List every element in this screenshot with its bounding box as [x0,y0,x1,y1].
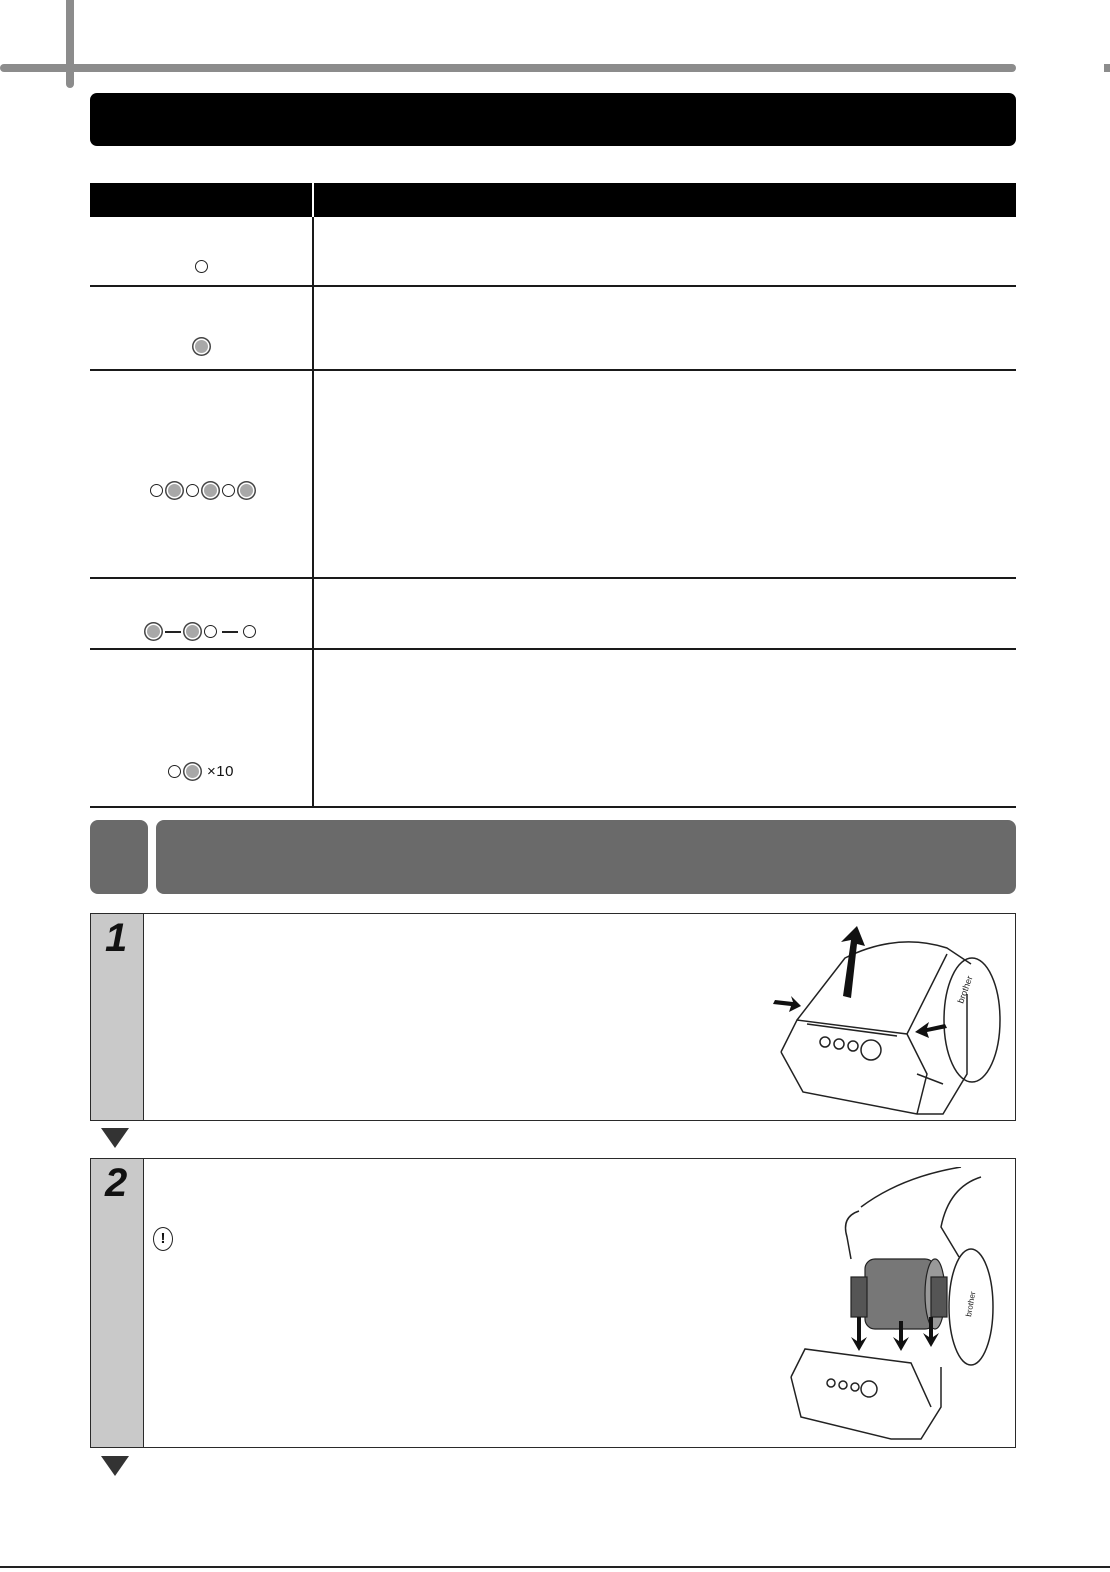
section-number-box [90,820,148,894]
status-cell [314,579,1016,648]
section-heading-bar [156,820,1016,894]
led-on-icon [186,625,199,638]
margin-rule [66,0,74,88]
top-rule [0,64,1016,72]
header-cell-indicator [90,183,314,217]
caution-icon: ! [153,1227,173,1251]
step-number: 1 [105,916,128,960]
indicator-cell [90,287,314,369]
led-off-icon [204,625,217,638]
led-on-icon [147,625,160,638]
brand-logo: brother [955,974,975,1005]
dash-icon [222,631,238,633]
bottom-rule [0,1566,1110,1568]
dash-icon [165,631,181,633]
status-cell [314,371,1016,577]
step-number-column [91,914,144,1120]
led-off-icon [168,765,181,778]
next-step-arrow-icon [101,1456,129,1476]
brand-logo: brother [964,1290,978,1318]
indicator-cell [90,579,314,648]
led-off-icon [222,484,235,497]
led-off-icon [243,625,256,638]
step-2-box [90,1158,1016,1448]
led-off-icon [150,484,163,497]
indicator-cell [90,650,314,806]
table-row [90,371,1016,579]
indicator-cell [90,371,314,577]
table-row [90,287,1016,371]
status-cell [314,287,1016,369]
status-cell [314,650,1016,806]
table-header [90,183,1016,217]
header-cell-status [314,183,1016,217]
printer-open-cover-illustration [767,924,1007,1116]
next-step-arrow-icon [101,1128,129,1148]
step-number-column [91,1159,144,1447]
section-title-banner [90,93,1016,146]
table-row [90,579,1016,650]
led-on-icon [186,765,199,778]
printer-insert-roll-illustration [781,1167,1011,1443]
edge-mark [1104,64,1110,72]
led-off-icon [186,484,199,497]
repeat-count: ×10 [207,763,234,780]
led-off-icon [195,260,208,273]
step-1-box [90,913,1016,1121]
led-on-icon [240,484,253,497]
led-on-icon [195,340,208,353]
indicator-cell [90,217,314,285]
status-cell [314,217,1016,285]
table-row [90,650,1016,808]
step-number: 2 [105,1161,128,1205]
table-row [90,217,1016,287]
led-on-icon [204,484,217,497]
led-status-table [90,183,1016,808]
led-on-icon [168,484,181,497]
